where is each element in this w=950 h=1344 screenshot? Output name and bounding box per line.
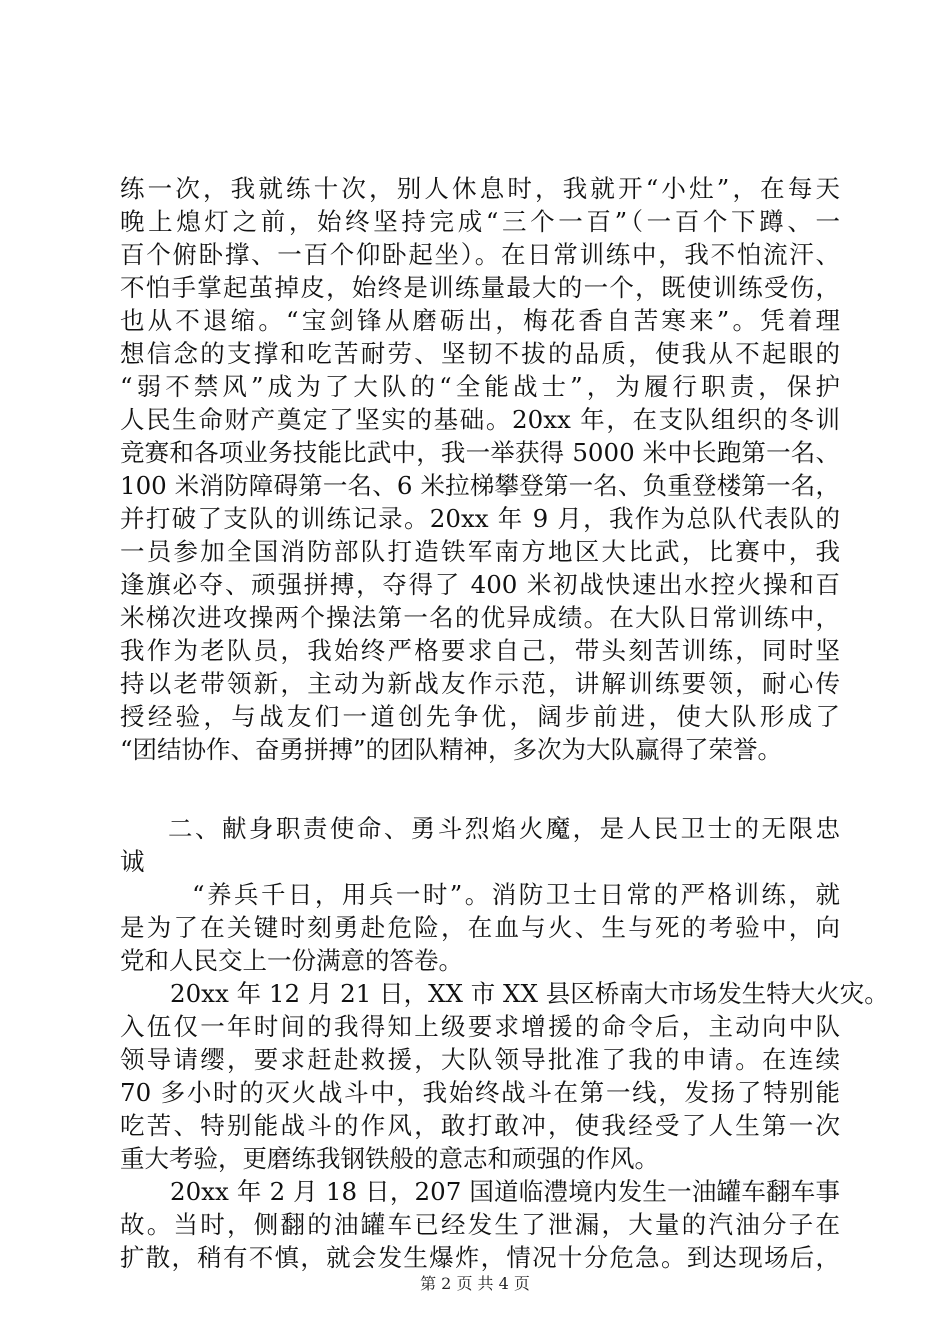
text-line: 百个俯卧撑、一百个仰卧起坐）。在日常训练中，我不怕流汗、 (120, 240, 840, 269)
text-line: 一员参加全国消防部队打造铁军南方地区大比武，比赛中，我 (120, 537, 840, 566)
text-line: 想信念的支撑和吃苦耐劳、坚韧不拔的品质，使我从不起眼的 (120, 339, 840, 368)
text-line: “养兵千日，用兵一时”。消防卫士日常的严格训练，就 (192, 880, 840, 909)
paragraph-training-record (120, 172, 840, 766)
text-line: 逢旗必夺、顽强拼搏，夺得了 400 米初战快速出水控火操和百 (120, 570, 840, 599)
text-line: 米梯次进攻操两个操法第一名的优异成绩。在大队日常训练中， (120, 603, 840, 632)
text-line: 入伍仅一年时间的我得知上级要求增援的命令后，主动向中队 (120, 1012, 840, 1041)
text-line: 授经验，与战友们一道创先争优，阔步前进，使大队形成了 (120, 702, 840, 731)
text-line: 领导请缨，要求赶赴救援，大队领导批准了我的申请。在连续 (120, 1045, 840, 1074)
paragraph-market-fire (120, 977, 889, 1175)
heading-line: 诚 (120, 847, 145, 876)
text-line: 晚上熄灯之前，始终坚持完成“三个一百”（一百个下蹲、一 (120, 207, 840, 236)
text-line: 不怕手掌起茧掉皮，始终是训练量最大的一个，既使训练受伤， (120, 273, 840, 302)
text-line: 20xx 年 12 月 21 日，XX 市 XX 县区桥南大市场发生特大火灾。 (170, 979, 889, 1008)
paragraph-tanker-accident (120, 1175, 840, 1274)
text-line: 重大考验，更磨练我钢铁般的意志和顽强的作风。 (120, 1144, 659, 1173)
text-line: 吃苦、特别能战斗的作风，敢打敢冲，使我经受了人生第一次 (120, 1111, 840, 1140)
text-line: 并打破了支队的训练记录。20xx 年 9 月，我作为总队代表队的 (120, 504, 840, 533)
text-line: 扩散，稍有不慎，就会发生爆炸，情况十分危急。到达现场后， (120, 1243, 840, 1272)
text-line: 练一次，我就练十次，别人休息时，我就开“小灶”，在每天 (120, 174, 840, 203)
text-line: 20xx 年 2 月 18 日，207 国道临澧境内发生一油罐车翻车事 (170, 1177, 840, 1206)
text-line: 党和人民交上一份满意的答卷。 (120, 946, 463, 975)
page-number-footer: 第 2 页 共 4 页 (420, 1274, 530, 1293)
text-line: 竞赛和各项业务技能比武中，我一举获得 5000 米中长跑第一名、 (120, 438, 840, 467)
document-body (120, 172, 889, 1274)
text-line: “团结协作、奋勇拼搏”的团队精神，多次为大队赢得了荣誉。 (120, 735, 783, 764)
text-line: 100 米消防障碍第一名、6 米拉梯攀登第一名、负重登楼第一名， (120, 471, 840, 500)
text-line: 也从不退缩。“宝剑锋从磨砺出，梅花香自苦寒来”。凭着理 (120, 306, 840, 335)
paragraph-duty-intro (120, 878, 840, 977)
text-line: “弱不禁风”成为了大队的“全能战士”，为履行职责，保护 (120, 372, 840, 401)
section-heading (120, 812, 840, 878)
text-line: 人民生命财产奠定了坚实的基础。20xx 年，在支队组织的冬训 (120, 405, 840, 434)
text-line: 故。当时，侧翻的油罐车已经发生了泄漏，大量的汽油分子在 (120, 1210, 840, 1239)
heading-line: 二、献身职责使命、勇斗烈焰火魔，是人民卫士的无限忠 (168, 814, 840, 843)
paragraph-spacer (120, 766, 840, 812)
text-line: 是为了在关键时刻勇赴危险，在血与火、生与死的考验中，向 (120, 913, 840, 942)
text-line: 我作为老队员，我始终严格要求自己，带头刻苦训练，同时坚 (120, 636, 840, 665)
text-line: 70 多小时的灭火战斗中，我始终战斗在第一线，发扬了特别能 (120, 1078, 840, 1107)
text-line: 持以老带领新，主动为新战友作示范，讲解训练要领，耐心传 (120, 669, 840, 698)
